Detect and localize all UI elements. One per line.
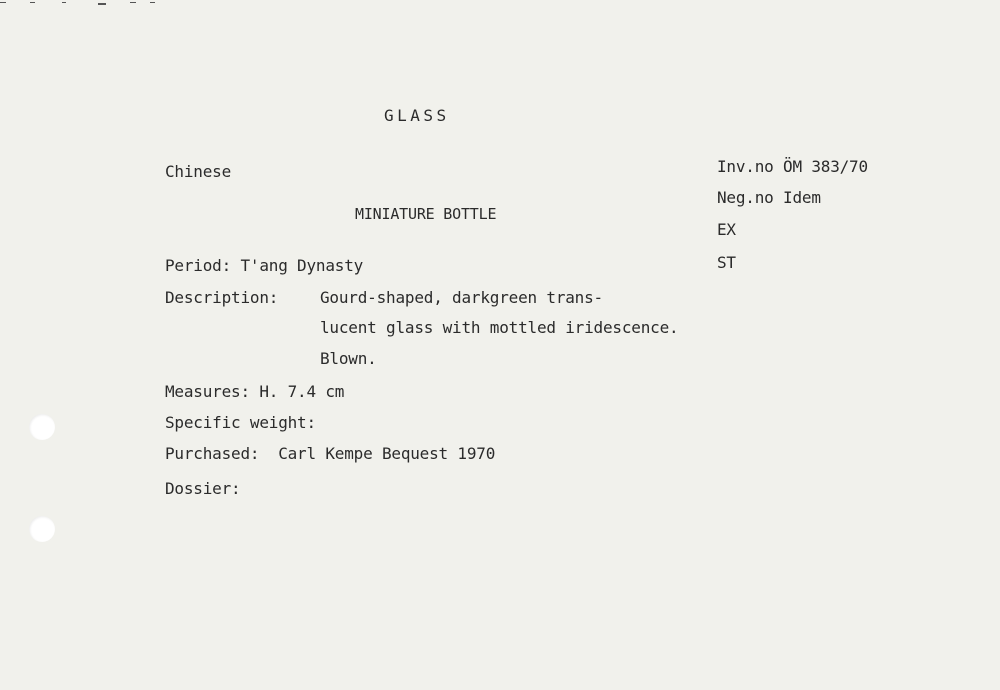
object-name: MINIATURE BOTTLE [355, 205, 497, 223]
ex-mark: EX [717, 220, 736, 239]
negative-number: Neg.no Idem [717, 188, 821, 207]
card-heading: GLASS [384, 106, 450, 125]
purchased-field: Purchased: Carl Kempe Bequest 1970 [165, 444, 496, 463]
origin-text: Chinese [165, 162, 232, 181]
period-field: Period: T'ang Dynasty [165, 256, 364, 275]
measures-field: Measures: H. 7.4 cm [165, 382, 345, 401]
description-line: Blown. [320, 349, 377, 368]
punch-hole [29, 516, 55, 542]
punch-hole [29, 414, 55, 440]
specific-weight-field: Specific weight: [165, 413, 316, 432]
st-mark: ST [717, 253, 736, 272]
top-edge-marks [0, 0, 160, 4]
dossier-field: Dossier: [165, 479, 241, 498]
description-line: Gourd-shaped, darkgreen trans- [320, 288, 603, 307]
inventory-number: Inv.no ÖM 383/70 [717, 157, 868, 176]
description-label: Description: [165, 288, 279, 307]
description-line: lucent glass with mottled iridescence. [320, 318, 679, 337]
